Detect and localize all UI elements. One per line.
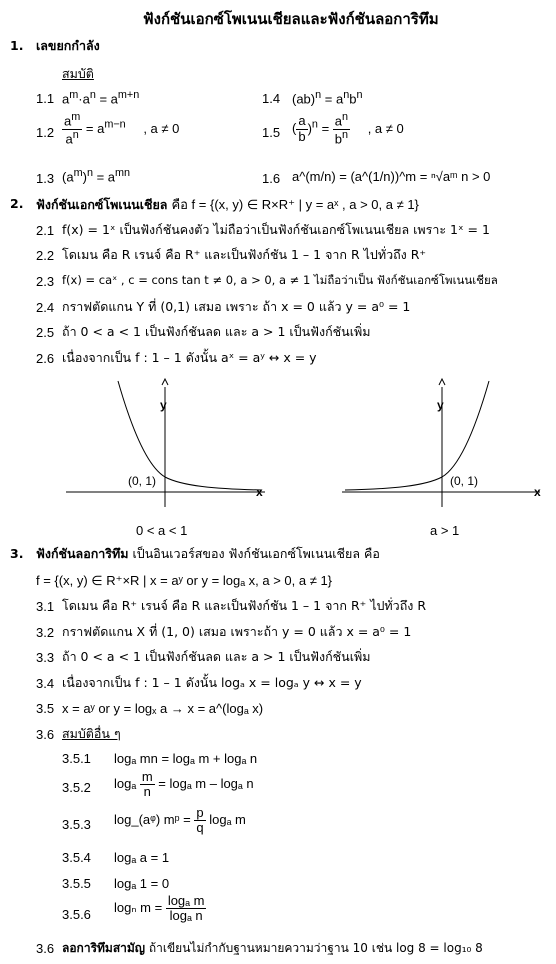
item-3-6-number: 3.6 <box>36 727 55 742</box>
item-1-2-formula: $\frac{a^m}{a^n}$ = $a^{m-n}$ , a ≠ 0 <box>64 111 180 146</box>
item-3-5-number: 3.5 <box>36 701 55 716</box>
sub-3-5-5-number: 3.5.5 <box>62 876 91 891</box>
item-3-3-text: ถ้า 0 < a < 1 เป็นฟังก์ชันลด และ a > 1 เป็นฟังก์ชันเพิ่ม <box>62 649 371 664</box>
section-2-heading-line: ฟังก์ชันเอกซ์โพเนนเชียล คือ f = {(x, y) ∈ R×R⁺ | y = aˣ , a > 0, a ≠ 1} <box>36 197 419 212</box>
sub-3-5-6-formula: logₙ m = $\frac{\text{logₐ m}}{\text{logₐ n}}$ <box>114 893 205 924</box>
right-x-label: x <box>534 485 541 499</box>
sub-3-5-1-number: 3.5.1 <box>62 751 91 766</box>
sub-3-5-3-formula: log_(aᵠ) mᵖ = $\frac{p}{q}$ logₐ m <box>114 805 246 836</box>
item-1-1-formula: $a^m\cdot a^n = a^{m+n}$ <box>62 89 140 107</box>
properties-label: สมบัติ <box>62 66 94 81</box>
common-log-line: ลอการิทึมสามัญ ถ้าเขียนไม่กำกับฐานหมายความว่าฐาน 10 เช่น log 8 = log₁₀ 8 <box>62 941 483 955</box>
sub-3-5-4-formula: logₐ a = 1 <box>114 850 170 865</box>
right-point-label: (0, 1) <box>450 474 479 488</box>
item-1-3-number: 1.3 <box>36 171 55 186</box>
graph-increasing <box>342 379 541 538</box>
right-caption: a > 1 <box>430 523 460 538</box>
item-2-4-text: กราฟตัดแกน Y ที่ (0,1) เสมอ เพราะ ถ้า x = 0 แล้ว y = a⁰ = 1 <box>62 299 411 314</box>
item-3-5-text: x = aʸ or y = logₓ a → x = a^(logₐ x) <box>62 701 264 716</box>
sub-3-5-1-formula: logₐ mn = logₐ m + logₐ n <box>114 751 258 766</box>
item-2-2-number: 2.2 <box>36 248 55 263</box>
item-2-2-text: โดเมน คือ R เรนจ์ คือ R⁺ และเป็นฟังก์ชัน 1 – 1 จาก R ไปทั่วถึง R⁺ <box>62 247 427 262</box>
item-2-6-number: 2.6 <box>36 351 55 366</box>
item-2-1-number: 2.1 <box>36 223 55 238</box>
item-1-4-number: 1.4 <box>262 91 281 106</box>
left-point-label: (0, 1) <box>128 474 157 488</box>
item-2-6-text: เนื่องจากเป็น f : 1 – 1 ดังนั้น aˣ = aʸ ↔ x = y <box>62 350 317 365</box>
item-3-4-text: เนื่องจากเป็น f : 1 – 1 ดังนั้น logₐ x = logₐ y ↔ x = y <box>62 675 362 690</box>
section-1-heading: เลขยกกำลัง <box>36 38 100 53</box>
item-2-5-number: 2.5 <box>36 325 55 340</box>
item-1-6-number: 1.6 <box>262 171 281 186</box>
item-1-5-number: 1.5 <box>262 125 281 140</box>
item-3-2-number: 3.2 <box>36 625 55 640</box>
right-y-arrow <box>439 379 445 385</box>
sub-3-5-5-formula: logₐ 1 = 0 <box>114 876 170 891</box>
item-3-6-label: สมบัติอื่น ๆ <box>62 726 121 741</box>
item-1-2-number: 1.2 <box>36 125 55 140</box>
sub-3-5-3-number: 3.5.3 <box>62 817 91 832</box>
exponential-graphs <box>0 375 556 545</box>
item-3-4-number: 3.4 <box>36 676 55 691</box>
item-1-4-formula: $(ab)^n = a^nb^n$ <box>292 89 363 107</box>
section-2-number: 2. <box>10 196 24 211</box>
sub-3-5-2-formula: logₐ $\frac{m}{n}$ = logₐ m – logₐ n <box>114 769 254 800</box>
item-1-3-formula: $(a^m)^n = a^{mn}$ <box>62 167 131 185</box>
sub-3-5-4-number: 3.5.4 <box>62 850 91 865</box>
item-1-5-formula: ( $\frac{a}{b}$ )$^n$ = $\frac{a^n}{b^n}$ , a ≠ 0 <box>292 111 404 146</box>
log-definition: f = {(x, y) ∈ R⁺×R | x = aʸ or y = logₐ x, a > 0, a ≠ 1} <box>36 573 333 588</box>
sub-3-5-2-number: 3.5.2 <box>62 780 91 795</box>
section-1-number: 1. <box>10 38 24 53</box>
item-3-3-number: 3.3 <box>36 650 55 665</box>
item-2-3-number: 2.3 <box>36 274 55 289</box>
sub-3-5-6-number: 3.5.6 <box>62 907 91 922</box>
graph-decreasing <box>66 379 265 538</box>
section-3-number: 3. <box>10 546 24 561</box>
left-y-label: y <box>160 398 167 412</box>
page-title: ฟังก์ชันเอกซ์โพเนนเชียลและฟังก์ชันลอการิทึม <box>143 10 439 28</box>
left-caption: 0 < a < 1 <box>136 523 188 538</box>
section-3-heading-line: ฟังก์ชันลอการิทึม เป็นอินเวอร์สของ ฟังก์ชันเอกซ์โพเนนเชียล คือ <box>36 546 380 561</box>
left-x-label: x <box>256 485 263 499</box>
item-3-2-text: กราฟตัดแกน X ที่ (1, 0) เสมอ เพราะถ้า y = 0 แล้ว x = a⁰ = 1 <box>62 624 412 639</box>
right-y-label: y <box>437 398 444 412</box>
item-1-6-formula: a^(m/n) = (a^(1/n))^m = ⁿ√aᵐ n > 0 <box>292 169 491 184</box>
item-2-1-text: f(x) = 1ˣ เป็นฟังก์ชันคงตัว ไม่ถือว่าเป็นฟังก์ชันเอกซ์โพเนนเชียล เพราะ 1ˣ = 1 <box>62 222 490 237</box>
left-y-arrow <box>162 379 168 385</box>
item-2-3-text: f(x) = caˣ , c = cons tan t ≠ 0, a > 0, a ≠ 1 ไม่ถือว่าเป็น ฟังก์ชันเอกซ์โพเนนเชียล <box>62 273 498 287</box>
item-3-6b-number: 3.6 <box>36 941 55 956</box>
item-3-1-number: 3.1 <box>36 599 55 614</box>
item-2-4-number: 2.4 <box>36 300 55 315</box>
item-3-1-text: โดเมน คือ R⁺ เรนจ์ คือ R และเป็นฟังก์ชัน 1 – 1 จาก R⁺ ไปทั่วถึง R <box>62 598 427 613</box>
item-2-5-text: ถ้า 0 < a < 1 เป็นฟังก์ชันลด และ a > 1 เป็นฟังก์ชันเพิ่ม <box>62 324 371 339</box>
item-1-1-number: 1.1 <box>36 91 55 106</box>
